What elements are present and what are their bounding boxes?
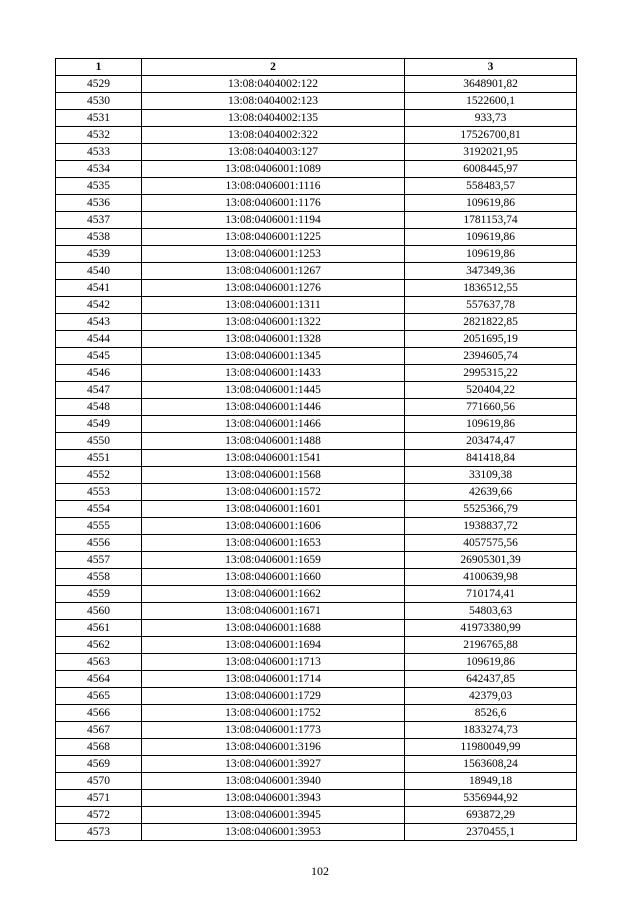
- table-row: [56, 637, 577, 654]
- cadastral-number-cell: 13:08:0406001:3196: [142, 739, 405, 756]
- cadastral-number-cell: 13:08:0406001:1176: [142, 195, 405, 212]
- cadastral-number-cell: 13:08:0406001:1541: [142, 450, 405, 467]
- cadastral-number-cell: 13:08:0406001:1568: [142, 467, 405, 484]
- table-row: [56, 399, 577, 416]
- row-number-cell: 4544: [56, 331, 142, 348]
- row-number-cell: 4555: [56, 518, 142, 535]
- table-row: [56, 722, 577, 739]
- cadastral-number-cell: 13:08:0406001:1445: [142, 382, 405, 399]
- cadastral-number-cell: 13:08:0406001:1194: [142, 212, 405, 229]
- table-row: [56, 144, 577, 161]
- table-row: [56, 773, 577, 790]
- table-row: [56, 382, 577, 399]
- cadastral-number-cell: 13:08:0406001:1572: [142, 484, 405, 501]
- row-number-cell: 4535: [56, 178, 142, 195]
- table-body: [56, 76, 577, 841]
- row-number-cell: 4538: [56, 229, 142, 246]
- cadastral-value-cell: 11980049,99: [405, 739, 577, 756]
- cadastral-number-cell: 13:08:0406001:1671: [142, 603, 405, 620]
- cadastral-number-cell: 13:08:0406001:1488: [142, 433, 405, 450]
- cadastral-value-cell: 5525366,79: [405, 501, 577, 518]
- table-row: [56, 467, 577, 484]
- table-row: [56, 603, 577, 620]
- table-row: [56, 178, 577, 195]
- row-number-cell: 4567: [56, 722, 142, 739]
- table-row: [56, 280, 577, 297]
- table-row: [56, 416, 577, 433]
- row-number-cell: 4536: [56, 195, 142, 212]
- column-header-number: 1: [56, 59, 142, 76]
- table-row: [56, 365, 577, 382]
- cadastral-value-cell: 933,73: [405, 110, 577, 127]
- table-row: [56, 620, 577, 637]
- table-row: [56, 110, 577, 127]
- cadastral-value-cell: 771660,56: [405, 399, 577, 416]
- table-row: [56, 807, 577, 824]
- cadastral-number-cell: 13:08:0406001:1713: [142, 654, 405, 671]
- cadastral-number-cell: 13:08:0406001:1116: [142, 178, 405, 195]
- cadastral-value-cell: 109619,86: [405, 416, 577, 433]
- row-number-cell: 4562: [56, 637, 142, 654]
- table-row: [56, 433, 577, 450]
- table-row: [56, 484, 577, 501]
- table-row: [56, 450, 577, 467]
- cadastral-number-cell: 13:08:0406001:1267: [142, 263, 405, 280]
- cadastral-number-cell: 13:08:0406001:1662: [142, 586, 405, 603]
- cadastral-value-cell: 1836512,55: [405, 280, 577, 297]
- cadastral-number-cell: 13:08:0406001:1660: [142, 569, 405, 586]
- table-row: [56, 331, 577, 348]
- table-row: [56, 229, 577, 246]
- cadastral-number-cell: 13:08:0404002:322: [142, 127, 405, 144]
- cadastral-value-cell: 2196765,88: [405, 637, 577, 654]
- row-number-cell: 4551: [56, 450, 142, 467]
- row-number-cell: 4547: [56, 382, 142, 399]
- row-number-cell: 4534: [56, 161, 142, 178]
- cadastral-value-cell: 710174,41: [405, 586, 577, 603]
- cadastral-number-cell: 13:08:0406001:1446: [142, 399, 405, 416]
- row-number-cell: 4543: [56, 314, 142, 331]
- table-row: [56, 739, 577, 756]
- table-row: [56, 569, 577, 586]
- row-number-cell: 4542: [56, 297, 142, 314]
- cadastral-value-cell: 1938837,72: [405, 518, 577, 535]
- cadastral-value-cell: 109619,86: [405, 229, 577, 246]
- table-row: [56, 297, 577, 314]
- cadastral-number-cell: 13:08:0406001:1694: [142, 637, 405, 654]
- cadastral-number-cell: 13:08:0406001:3953: [142, 824, 405, 841]
- cadastral-value-cell: 109619,86: [405, 246, 577, 263]
- row-number-cell: 4548: [56, 399, 142, 416]
- column-header-cadastral-id: 2: [142, 59, 405, 76]
- table-row: [56, 518, 577, 535]
- row-number-cell: 4556: [56, 535, 142, 552]
- cadastral-value-cell: 8526,6: [405, 705, 577, 722]
- row-number-cell: 4540: [56, 263, 142, 280]
- table-row: [56, 263, 577, 280]
- cadastral-value-cell: 4057575,56: [405, 535, 577, 552]
- table-row: [56, 756, 577, 773]
- row-number-cell: 4560: [56, 603, 142, 620]
- row-number-cell: 4532: [56, 127, 142, 144]
- cadastral-value-cell: 1522600,1: [405, 93, 577, 110]
- cadastral-value-cell: 2370455,1: [405, 824, 577, 841]
- table-header-row: [56, 59, 577, 76]
- cadastral-value-cell: 109619,86: [405, 195, 577, 212]
- row-number-cell: 4564: [56, 671, 142, 688]
- row-number-cell: 4531: [56, 110, 142, 127]
- row-number-cell: 4539: [56, 246, 142, 263]
- row-number-cell: 4552: [56, 467, 142, 484]
- cadastral-value-cell: 18949,18: [405, 773, 577, 790]
- table-row: [56, 535, 577, 552]
- row-number-cell: 4573: [56, 824, 142, 841]
- table-row: [56, 93, 577, 110]
- cadastral-number-cell: 13:08:0406001:1752: [142, 705, 405, 722]
- cadastral-number-cell: 13:08:0406001:1322: [142, 314, 405, 331]
- row-number-cell: 4529: [56, 76, 142, 93]
- cadastral-number-cell: 13:08:0406001:1089: [142, 161, 405, 178]
- cadastral-value-cell: 2051695,19: [405, 331, 577, 348]
- cadastral-value-cell: 109619,86: [405, 654, 577, 671]
- row-number-cell: 4565: [56, 688, 142, 705]
- table-row: [56, 688, 577, 705]
- row-number-cell: 4533: [56, 144, 142, 161]
- cadastral-number-cell: 13:08:0404002:135: [142, 110, 405, 127]
- row-number-cell: 4559: [56, 586, 142, 603]
- cadastral-value-cell: 4100639,98: [405, 569, 577, 586]
- cadastral-value-cell: 520404,22: [405, 382, 577, 399]
- cadastral-value-cell: 1833274,73: [405, 722, 577, 739]
- row-number-cell: 4563: [56, 654, 142, 671]
- cadastral-value-cell: 33109,38: [405, 467, 577, 484]
- cadastral-value-cell: 42639,66: [405, 484, 577, 501]
- table-row: [56, 654, 577, 671]
- row-number-cell: 4568: [56, 739, 142, 756]
- cadastral-value-cell: 2821822,85: [405, 314, 577, 331]
- row-number-cell: 4554: [56, 501, 142, 518]
- cadastral-number-cell: 13:08:0406001:1729: [142, 688, 405, 705]
- table-row: [56, 76, 577, 93]
- cadastral-number-cell: 13:08:0406001:1433: [142, 365, 405, 382]
- table-row: [56, 246, 577, 263]
- row-number-cell: 4546: [56, 365, 142, 382]
- cadastral-value-cell: 26905301,39: [405, 552, 577, 569]
- cadastral-number-cell: 13:08:0406001:1225: [142, 229, 405, 246]
- cadastral-number-cell: 13:08:0406001:3940: [142, 773, 405, 790]
- cadastral-value-cell: 203474,47: [405, 433, 577, 450]
- cadastral-number-cell: 13:08:0406001:1601: [142, 501, 405, 518]
- row-number-cell: 4558: [56, 569, 142, 586]
- cadastral-number-cell: 13:08:0406001:3927: [142, 756, 405, 773]
- row-number-cell: 4572: [56, 807, 142, 824]
- cadastral-number-cell: 13:08:0406001:1253: [142, 246, 405, 263]
- row-number-cell: 4569: [56, 756, 142, 773]
- table-row: [56, 824, 577, 841]
- table-row: [56, 314, 577, 331]
- cadastral-value-cell: 42379,03: [405, 688, 577, 705]
- row-number-cell: 4561: [56, 620, 142, 637]
- row-number-cell: 4550: [56, 433, 142, 450]
- row-number-cell: 4537: [56, 212, 142, 229]
- cadastral-value-cell: 642437,85: [405, 671, 577, 688]
- table-row: [56, 705, 577, 722]
- cadastral-number-cell: 13:08:0406001:1606: [142, 518, 405, 535]
- cadastral-number-cell: 13:08:0406001:1714: [142, 671, 405, 688]
- cadastral-value-cell: 1781153,74: [405, 212, 577, 229]
- row-number-cell: 4553: [56, 484, 142, 501]
- cadastral-number-cell: 13:08:0406001:1345: [142, 348, 405, 365]
- cadastral-value-cell: 2394605,74: [405, 348, 577, 365]
- row-number-cell: 4541: [56, 280, 142, 297]
- page-number: 102: [311, 864, 329, 878]
- cadastral-number-cell: 13:08:0406001:1276: [142, 280, 405, 297]
- table-row: [56, 501, 577, 518]
- table-row: [56, 127, 577, 144]
- cadastral-value-cell: 693872,29: [405, 807, 577, 824]
- row-number-cell: 4566: [56, 705, 142, 722]
- cadastral-number-cell: 13:08:0406001:1311: [142, 297, 405, 314]
- cadastral-value-cell: 1563608,24: [405, 756, 577, 773]
- cadastral-number-cell: 13:08:0406001:1659: [142, 552, 405, 569]
- table-row: [56, 212, 577, 229]
- table-row: [56, 195, 577, 212]
- row-number-cell: 4571: [56, 790, 142, 807]
- cadastral-value-cell: 558483,57: [405, 178, 577, 195]
- cadastral-number-cell: 13:08:0404003:127: [142, 144, 405, 161]
- cadastral-value-table: [55, 58, 577, 841]
- cadastral-value-cell: 841418,84: [405, 450, 577, 467]
- table-row: [56, 586, 577, 603]
- cadastral-value-cell: 5356944,92: [405, 790, 577, 807]
- row-number-cell: 4557: [56, 552, 142, 569]
- cadastral-number-cell: 13:08:0406001:1328: [142, 331, 405, 348]
- cadastral-number-cell: 13:08:0404002:123: [142, 93, 405, 110]
- cadastral-value-cell: 557637,78: [405, 297, 577, 314]
- cadastral-number-cell: 13:08:0406001:1773: [142, 722, 405, 739]
- cadastral-number-cell: 13:08:0406001:3945: [142, 807, 405, 824]
- row-number-cell: 4549: [56, 416, 142, 433]
- row-number-cell: 4570: [56, 773, 142, 790]
- cadastral-value-cell: 347349,36: [405, 263, 577, 280]
- table-row: [56, 348, 577, 365]
- table-row: [56, 161, 577, 178]
- row-number-cell: 4530: [56, 93, 142, 110]
- cadastral-value-cell: 54803,63: [405, 603, 577, 620]
- cadastral-value-cell: 41973380,99: [405, 620, 577, 637]
- cadastral-value-cell: 2995315,22: [405, 365, 577, 382]
- cadastral-value-cell: 3648901,82: [405, 76, 577, 93]
- row-number-cell: 4545: [56, 348, 142, 365]
- column-header-value: 3: [405, 59, 577, 76]
- cadastral-number-cell: 13:08:0406001:1653: [142, 535, 405, 552]
- cadastral-number-cell: 13:08:0406001:3943: [142, 790, 405, 807]
- table-row: [56, 552, 577, 569]
- cadastral-number-cell: 13:08:0406001:1466: [142, 416, 405, 433]
- cadastral-number-cell: 13:08:0406001:1688: [142, 620, 405, 637]
- cadastral-number-cell: 13:08:0404002:122: [142, 76, 405, 93]
- table-row: [56, 790, 577, 807]
- cadastral-value-cell: 3192021,95: [405, 144, 577, 161]
- table-row: [56, 671, 577, 688]
- cadastral-value-cell: 17526700,81: [405, 127, 577, 144]
- cadastral-value-cell: 6008445,97: [405, 161, 577, 178]
